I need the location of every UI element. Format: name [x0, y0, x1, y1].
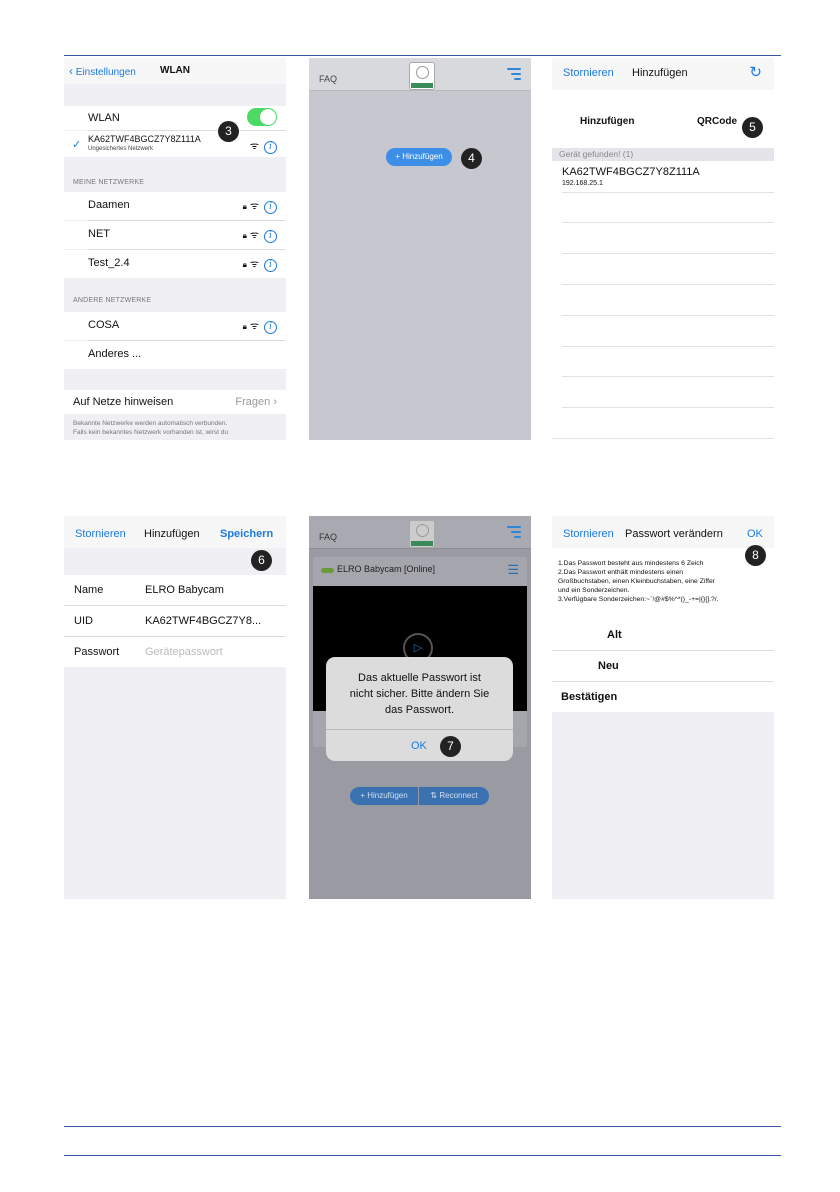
nav-bar	[64, 58, 286, 84]
wifi-icon: ᯤ	[249, 141, 259, 152]
add-device-button[interactable]: + Hinzufügen	[386, 148, 452, 166]
cancel-button[interactable]: Stornieren	[563, 67, 614, 79]
lock-icon: 🔒︎	[242, 260, 247, 269]
screen-wlan-settings	[64, 58, 286, 440]
faq-link[interactable]: FAQ	[319, 532, 338, 542]
screen-change-password	[552, 516, 774, 899]
lock-icon: 🔒︎	[242, 231, 247, 240]
wifi-icon: ᯤ	[249, 321, 259, 332]
wifi-icon: ᯤ	[249, 201, 259, 212]
footer-note-1: Bekannte Netzwerke werden automatisch verbunden.	[73, 420, 228, 427]
settings-sliders-icon[interactable]: ☰	[507, 562, 519, 577]
checkmark-icon: ✓	[72, 139, 82, 151]
refresh-icon[interactable]: ↻	[749, 64, 762, 81]
old-password-field[interactable]: Alt	[552, 620, 774, 650]
screen-add-device	[552, 58, 774, 440]
info-icon[interactable]: i	[264, 141, 277, 154]
password-rules: 1.Das Passwort besteht aus mindestens 6 Zeich 2.Das Passwort enthält mindestens einen Großbuchstaben, einen Kleinbuchstaben, eine Ziffer und ein Sonderzeichen. 3.Verfügbare Sonderzeichen:~`!@#$%^*()_-+=|{}[].?/.	[552, 548, 774, 621]
connected-network-row[interactable]: ✓ KA62TWF4BGCZ7Y8Z111A Ungesichertes Netzwerk ᯤ i	[64, 131, 286, 157]
swap-arrows-icon: ⇅	[430, 791, 438, 800]
uid-field[interactable]: UID KA62TWF4BGCZ7Y8...	[64, 606, 286, 636]
page-title: WLAN	[160, 65, 190, 76]
info-icon[interactable]: i	[264, 201, 277, 214]
back-button[interactable]: ‹ Einstellungen	[69, 64, 136, 78]
network-row-cosa[interactable]: COSA 🔒︎ ᯤ i	[64, 312, 286, 340]
nav-bar	[64, 516, 286, 548]
step-badge: 3	[218, 121, 239, 142]
chevron-left-icon: ‹	[69, 64, 73, 78]
page-title: Passwort verändern	[625, 528, 723, 540]
top-rule	[64, 55, 781, 56]
alert-dialog: Das aktuelle Passwort ist nicht sicher. Bitte ändern Sie das Passwort. OK	[326, 657, 513, 761]
nav-bar	[552, 516, 774, 548]
online-status-icon	[321, 568, 334, 573]
other-network-row[interactable]: Anderes ...	[64, 341, 286, 369]
name-field[interactable]: Name ELRO Babycam	[64, 575, 286, 605]
password-field[interactable]: Passwort Gerätepasswort	[64, 637, 286, 667]
step-badge: 8	[745, 545, 766, 566]
save-button[interactable]: Speichern	[220, 528, 274, 540]
menu-icon[interactable]	[507, 68, 521, 83]
section-header-my-networks: MEINE NETZWERKE	[73, 179, 145, 186]
menu-icon[interactable]	[507, 526, 521, 541]
tab-add[interactable]: Hinzufügen	[580, 116, 635, 127]
wifi-icon: ᯤ	[249, 230, 259, 241]
lock-icon: 🔒︎	[242, 202, 247, 211]
cancel-button[interactable]: Stornieren	[563, 528, 614, 540]
screen-camera-dialog	[309, 516, 531, 899]
step-badge: 5	[742, 117, 763, 138]
network-row-daamen[interactable]: Daamen 🔒︎ ᯤ i	[64, 192, 286, 220]
tab-qrcode[interactable]: QRCode	[697, 116, 737, 127]
ask-to-join-row[interactable]: Auf Netze hinweisen Fragen ›	[64, 390, 286, 414]
elro-logo	[409, 520, 435, 548]
page-title: Hinzufügen	[632, 67, 688, 79]
reconnect-button[interactable]: ⇅ Reconnect	[419, 787, 489, 805]
add-device-button[interactable]: + Hinzufügen	[350, 787, 418, 805]
screen-device-list-empty	[309, 58, 531, 440]
chevron-right-icon: ›	[273, 396, 277, 408]
info-icon[interactable]: i	[264, 321, 277, 334]
wlan-toggle-row: WLAN	[64, 106, 286, 130]
found-header: Gerät gefunden! (1)	[552, 148, 774, 161]
nav-bar	[552, 58, 774, 90]
network-row-net[interactable]: NET 🔒︎ ᯤ i	[64, 221, 286, 249]
info-icon[interactable]: i	[264, 230, 277, 243]
camera-title-bar: ELRO Babycam [Online] ☰	[313, 557, 527, 583]
app-header	[309, 58, 531, 91]
page-title: Hinzufügen	[144, 528, 200, 540]
footer-note-2: Falls kein bekanntes Netzwerk vorhanden ist, wirst du	[73, 429, 228, 436]
lock-icon: 🔒︎	[242, 322, 247, 331]
screen-add-form	[64, 516, 286, 899]
footer-rule-1	[64, 1126, 781, 1127]
wlan-toggle[interactable]	[247, 108, 277, 126]
step-badge: 7	[440, 736, 461, 757]
cancel-button[interactable]: Stornieren	[75, 528, 126, 540]
info-icon[interactable]: i	[264, 259, 277, 272]
wifi-icon: ᯤ	[249, 259, 259, 270]
elro-logo	[409, 62, 435, 90]
network-row-test[interactable]: Test_2.4 🔒︎ ᯤ i	[64, 250, 286, 278]
faq-link[interactable]: FAQ	[319, 74, 338, 84]
app-header	[309, 516, 531, 549]
found-device-row[interactable]: KA62TWF4BGCZ7Y8Z111A 192.168.25.1	[562, 166, 700, 187]
confirm-password-field[interactable]: Bestätigen	[552, 682, 774, 712]
step-badge: 4	[461, 148, 482, 169]
step-badge: 6	[251, 550, 272, 571]
ok-button[interactable]: OK	[411, 740, 427, 752]
footer-rule-2	[64, 1155, 781, 1156]
play-icon[interactable]: ▷	[403, 633, 433, 663]
ok-button[interactable]: OK	[747, 528, 763, 540]
new-password-field[interactable]: Neu	[552, 651, 774, 681]
section-header-other-networks: ANDERE NETZWERKE	[73, 297, 152, 304]
